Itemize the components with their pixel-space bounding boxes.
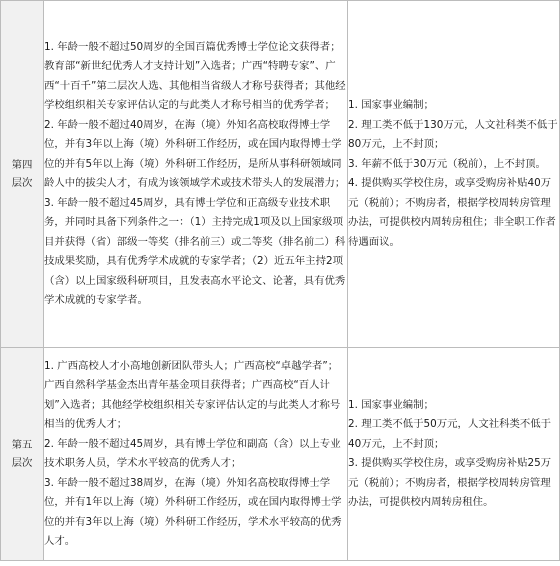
- level-label: 第四层次: [11, 159, 33, 189]
- treatment-item: 3. 提供购买学校住房，或享受购房补贴25万元（税前）；不购房者，根据学校周转房管理办法，可提供校内周转房租住。: [348, 457, 552, 508]
- condition-item: 2. 年龄一般不超过45周岁，具有博士学位和副高（含）以上专业技术职务人员，学术水平较高的优秀人才；: [44, 437, 341, 469]
- treatment-cell: [348, 348, 560, 561]
- treatment-item: 1. 国家事业编制；: [348, 99, 434, 111]
- treatment-cell: [348, 1, 560, 348]
- treatment-item: 2. 理工类不低于130万元，人文社科类不低于80万元，上不封顶；: [348, 118, 558, 150]
- level-cell: [1, 1, 44, 348]
- treatment-item: 2. 理工类不低于50万元，人文社科类不低于40万元，上不封顶；: [348, 418, 552, 450]
- level-label: 第五层次: [11, 439, 33, 469]
- table-row-level-5: [1, 348, 560, 561]
- table-row-level-4: [1, 1, 560, 348]
- treatment-item: 1. 国家事业编制；: [348, 398, 434, 411]
- condition-item: 1. 广西高校人才小高地创新团队带头人；广西高校“卓越学者”；广西自然科学基金杰出青年基金项目获得者；广西高校“百人计划”入选者；其他经学校组织相关专家评估认定的与此类人才称号相当的优秀人才；: [44, 359, 341, 430]
- level-cell: [1, 348, 44, 561]
- condition-item: 3. 年龄一般不超过45周岁，具有博士学位和正高级专业技术职务，并同时具备下列条件之一：（1）主持完成1项及以上国家级项目并获得（省）部级一等奖（排名前三）或二等奖（排名前二）科技成果奖励，具有优秀学术成就的专家学者；（2）近五年主持2项（含）以上国家级科研项目，且发表高水平论文、论著，具有优秀学术成就的专家学者。: [44, 196, 346, 306]
- condition-item: 1. 年龄一般不超过50周岁的全国百篇优秀博士学位论文获得者；教育部“新世纪优秀人才支持计划”入选者；广西“特聘专家”、广西“十百千”第二层次人选、其他相当省级人才称号获得者；其他经学校组织相关专家评估认定的与此类人才称号相当的优秀学者；: [44, 40, 346, 111]
- conditions-cell: [44, 1, 348, 348]
- treatment-item: 4. 提供购买学校住房，或享受购房补贴40万元（税前）；不购房者，根据学校周转房管理办法，可提供校内周转房租住；非全职工作者待遇面议。: [348, 177, 556, 248]
- treatment-item: 3. 年薪不低于30万元（税前），上不封顶。: [348, 157, 546, 170]
- conditions-cell: [44, 348, 348, 561]
- condition-item: 3. 年龄一般不超过38周岁，在海（境）外知名高校取得博士学位，并有1年以上海（境）外科研工作经历，或在国内取得博士学位的并有3年以上海（境）外科研工作经历，学术水平较高的优秀人才。: [44, 476, 342, 547]
- condition-item: 2. 年龄一般不超过40周岁，在海（境）外知名高校取得博士学位，并有3年以上海（境）外科研工作经历，或在国内取得博士学位的并有5年以上海（境）外科研工作经历，是所从事科研领域同龄人中的拔尖人才，有成为该领域学术或技术带头人的发展潜力；: [44, 118, 346, 189]
